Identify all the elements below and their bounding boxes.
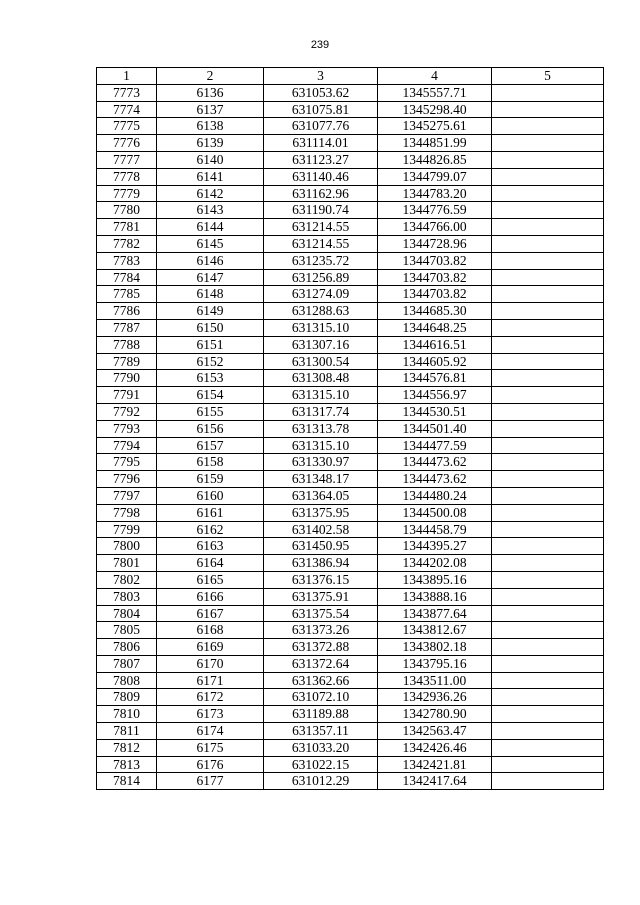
table-cell: 1344703.82 [378,252,492,269]
column-header: 3 [264,68,378,85]
table-row [97,118,604,135]
table-cell: 631190.74 [264,202,378,219]
table-row [97,571,604,588]
table-cell: 631214.55 [264,219,378,236]
table-cell [492,84,604,101]
table-cell: 1344395.27 [378,538,492,555]
table-cell: 6168 [157,622,264,639]
table-row [97,723,604,740]
table-row [97,639,604,656]
table-cell: 6176 [157,756,264,773]
table-cell: 631372.64 [264,655,378,672]
column-header: 1 [97,68,157,85]
table-cell: 6139 [157,135,264,152]
table-cell: 1344799.07 [378,168,492,185]
table-cell: 1342780.90 [378,706,492,723]
table-cell [492,420,604,437]
table-cell: 1344685.30 [378,303,492,320]
table-cell: 6174 [157,723,264,740]
table-row [97,370,604,387]
table-cell: 7775 [97,118,157,135]
table-cell: 7813 [97,756,157,773]
table-cell: 6143 [157,202,264,219]
column-header: 2 [157,68,264,85]
table-cell: 7795 [97,454,157,471]
table-cell: 7796 [97,471,157,488]
table-cell: 631315.10 [264,319,378,336]
table-header-row [97,68,604,85]
table-cell: 631308.48 [264,370,378,387]
table-row [97,84,604,101]
table-cell: 631033.20 [264,739,378,756]
table-cell: 6152 [157,353,264,370]
table-cell: 1344605.92 [378,353,492,370]
table-cell: 6151 [157,336,264,353]
table-cell: 7780 [97,202,157,219]
table-cell [492,235,604,252]
table-row [97,487,604,504]
table-row [97,135,604,152]
table-cell: 1344480.24 [378,487,492,504]
table-cell [492,773,604,790]
table-cell: 631317.74 [264,403,378,420]
table-row [97,420,604,437]
table-cell: 1344530.51 [378,403,492,420]
table-row [97,202,604,219]
table-cell: 7802 [97,571,157,588]
table-cell: 6156 [157,420,264,437]
table-cell: 631077.76 [264,118,378,135]
table-row [97,286,604,303]
table-cell: 6146 [157,252,264,269]
table-cell: 1344500.08 [378,504,492,521]
table-cell: 631313.78 [264,420,378,437]
table-cell: 631402.58 [264,521,378,538]
page-number: 239 [310,39,330,51]
table-cell: 6173 [157,706,264,723]
table-cell: 631072.10 [264,689,378,706]
table-cell: 7800 [97,538,157,555]
table-row [97,235,604,252]
table-cell: 631022.15 [264,756,378,773]
column-header: 4 [378,68,492,85]
table-cell: 6157 [157,437,264,454]
table-cell [492,286,604,303]
table-cell: 1343802.18 [378,639,492,656]
table-cell [492,403,604,420]
table-row [97,655,604,672]
table-cell: 631375.54 [264,605,378,622]
table-row [97,336,604,353]
table-row [97,739,604,756]
table-cell: 7794 [97,437,157,454]
table-cell: 6148 [157,286,264,303]
table-cell: 7777 [97,151,157,168]
table-row [97,773,604,790]
table-cell: 6161 [157,504,264,521]
table-cell [492,353,604,370]
table-cell: 6164 [157,555,264,572]
table-cell: 631012.29 [264,773,378,790]
table-cell: 631373.26 [264,622,378,639]
table-cell: 1344703.82 [378,269,492,286]
table-cell: 7807 [97,655,157,672]
table-cell: 631372.88 [264,639,378,656]
table-cell: 631307.16 [264,336,378,353]
table-cell: 1344501.40 [378,420,492,437]
table-cell: 1342421.81 [378,756,492,773]
table-cell: 7810 [97,706,157,723]
table-cell [492,151,604,168]
table-cell [492,706,604,723]
table-cell: 631123.27 [264,151,378,168]
table-cell: 7799 [97,521,157,538]
table-row [97,219,604,236]
table-cell: 631235.72 [264,252,378,269]
table-cell: 7788 [97,336,157,353]
table-cell: 1344703.82 [378,286,492,303]
table-cell: 1345298.40 [378,101,492,118]
table-cell: 6153 [157,370,264,387]
table-cell: 7774 [97,101,157,118]
table-cell [492,319,604,336]
table-cell [492,555,604,572]
table-cell: 6149 [157,303,264,320]
table-cell: 1344477.59 [378,437,492,454]
table-cell: 6159 [157,471,264,488]
table-cell: 631315.10 [264,387,378,404]
table-cell [492,622,604,639]
table-cell [492,252,604,269]
table-cell: 7811 [97,723,157,740]
table-cell [492,487,604,504]
table-cell: 6167 [157,605,264,622]
table-cell [492,202,604,219]
table-cell [492,689,604,706]
table-cell: 1344576.81 [378,370,492,387]
table-row [97,303,604,320]
table-cell: 6142 [157,185,264,202]
table-cell: 1345557.71 [378,84,492,101]
table-cell [492,756,604,773]
table-cell: 7776 [97,135,157,152]
table-cell: 631300.54 [264,353,378,370]
table-row [97,319,604,336]
table-row [97,672,604,689]
table-cell: 7789 [97,353,157,370]
table-cell: 631357.11 [264,723,378,740]
table-cell: 7791 [97,387,157,404]
table-cell [492,336,604,353]
table-cell [492,370,604,387]
table-row [97,605,604,622]
table-row [97,622,604,639]
table-cell: 1342936.26 [378,689,492,706]
table-cell: 6166 [157,588,264,605]
table-row [97,454,604,471]
table-cell: 6160 [157,487,264,504]
table-cell: 7793 [97,420,157,437]
table-cell: 631364.05 [264,487,378,504]
table-cell: 6147 [157,269,264,286]
table-cell: 631288.63 [264,303,378,320]
table-row [97,403,604,420]
table-cell [492,672,604,689]
table-cell: 1344202.08 [378,555,492,572]
table-cell: 7809 [97,689,157,706]
table-cell [492,168,604,185]
table-cell: 1344473.62 [378,454,492,471]
table-cell: 7806 [97,639,157,656]
table-row [97,588,604,605]
table-cell: 6150 [157,319,264,336]
table-cell: 1343888.16 [378,588,492,605]
column-header: 5 [492,68,604,85]
table-cell: 7804 [97,605,157,622]
table-cell [492,437,604,454]
table-row [97,387,604,404]
table-cell: 1344556.97 [378,387,492,404]
table-cell [492,723,604,740]
table-cell: 631330.97 [264,454,378,471]
table-cell [492,471,604,488]
table-cell: 1342563.47 [378,723,492,740]
table-row [97,521,604,538]
table-row [97,168,604,185]
table-cell: 7785 [97,286,157,303]
table-row [97,151,604,168]
table-cell: 7787 [97,319,157,336]
table-cell: 6140 [157,151,264,168]
table-cell: 631386.94 [264,555,378,572]
table-body [97,84,604,789]
table-cell: 631376.15 [264,571,378,588]
table-cell: 1342426.46 [378,739,492,756]
table-cell: 1344826.85 [378,151,492,168]
table-cell: 7792 [97,403,157,420]
table-row [97,555,604,572]
table-cell: 6175 [157,739,264,756]
table-row [97,504,604,521]
table-cell [492,269,604,286]
table-cell: 631053.62 [264,84,378,101]
table-cell: 7790 [97,370,157,387]
table-cell: 6141 [157,168,264,185]
table-cell: 1344728.96 [378,235,492,252]
table-cell [492,219,604,236]
table-row [97,706,604,723]
table-cell: 1344851.99 [378,135,492,152]
table-cell: 1345275.61 [378,118,492,135]
table-row [97,353,604,370]
table-cell [492,538,604,555]
table-row [97,437,604,454]
coordinates-table [96,67,604,790]
table-cell: 6169 [157,639,264,656]
table-row [97,471,604,488]
table-cell: 7801 [97,555,157,572]
table-cell: 631274.09 [264,286,378,303]
table-cell: 1344783.20 [378,185,492,202]
table-cell: 7812 [97,739,157,756]
table-cell: 7782 [97,235,157,252]
table-cell: 7781 [97,219,157,236]
table-cell: 6138 [157,118,264,135]
table-cell: 1344776.59 [378,202,492,219]
table-cell: 631114.01 [264,135,378,152]
table-row [97,185,604,202]
table-cell: 1343511.00 [378,672,492,689]
table-cell [492,655,604,672]
table-row [97,269,604,286]
table-cell: 7783 [97,252,157,269]
table-cell [492,454,604,471]
table-cell: 6162 [157,521,264,538]
table-cell [492,185,604,202]
table-cell: 631162.96 [264,185,378,202]
table-cell: 7805 [97,622,157,639]
table-cell [492,639,604,656]
table-cell: 6154 [157,387,264,404]
table-cell: 7814 [97,773,157,790]
table-cell: 6170 [157,655,264,672]
table-cell: 631315.10 [264,437,378,454]
table-cell: 631348.17 [264,471,378,488]
table-cell: 631189.88 [264,706,378,723]
table-cell: 631256.89 [264,269,378,286]
table-cell [492,588,604,605]
table-cell [492,118,604,135]
table-cell: 7798 [97,504,157,521]
table-cell: 631375.91 [264,588,378,605]
table-cell: 6144 [157,219,264,236]
table-row [97,538,604,555]
table-cell: 7779 [97,185,157,202]
table-row [97,252,604,269]
table-cell: 7808 [97,672,157,689]
table-cell [492,739,604,756]
table-cell: 1343877.64 [378,605,492,622]
table-cell: 1342417.64 [378,773,492,790]
table-cell: 1343812.67 [378,622,492,639]
table-cell: 1344766.00 [378,219,492,236]
table-row [97,756,604,773]
table-cell [492,387,604,404]
table-cell: 1344458.79 [378,521,492,538]
table-cell: 6163 [157,538,264,555]
table-cell [492,571,604,588]
table-cell: 1343895.16 [378,571,492,588]
table-cell [492,101,604,118]
table-row [97,689,604,706]
table-cell: 7778 [97,168,157,185]
table-cell: 631214.55 [264,235,378,252]
table-cell: 7784 [97,269,157,286]
table-cell: 7773 [97,84,157,101]
table-cell: 6158 [157,454,264,471]
table-cell: 6137 [157,101,264,118]
table-row [97,101,604,118]
table-cell: 631375.95 [264,504,378,521]
table-cell: 6171 [157,672,264,689]
table-cell: 6155 [157,403,264,420]
table-cell: 1344616.51 [378,336,492,353]
table-cell: 6145 [157,235,264,252]
table-cell: 7797 [97,487,157,504]
table-cell [492,521,604,538]
table-cell [492,135,604,152]
table-cell [492,504,604,521]
table-cell: 1344473.62 [378,471,492,488]
table-cell: 7786 [97,303,157,320]
table-cell: 6172 [157,689,264,706]
table-cell: 6177 [157,773,264,790]
table-cell: 6165 [157,571,264,588]
table-cell: 1343795.16 [378,655,492,672]
table-cell [492,605,604,622]
table-cell: 631450.95 [264,538,378,555]
table-cell: 631075.81 [264,101,378,118]
table-cell: 7803 [97,588,157,605]
table-cell: 631362.66 [264,672,378,689]
table-cell: 1344648.25 [378,319,492,336]
table-cell [492,303,604,320]
table-cell: 631140.46 [264,168,378,185]
table-cell: 6136 [157,84,264,101]
